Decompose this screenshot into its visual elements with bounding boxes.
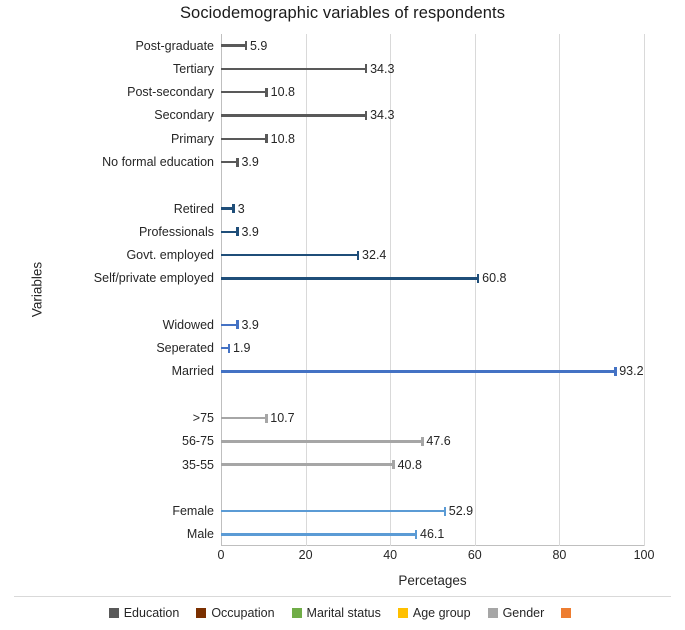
category-label: No formal education xyxy=(102,155,214,169)
category-label: 35-55 xyxy=(182,457,214,472)
legend-item[interactable] xyxy=(398,606,471,620)
x-axis-tick-label: 100 xyxy=(633,548,655,562)
category-label: Secondary xyxy=(154,108,214,123)
x-axis-tick-label: 60 xyxy=(467,548,482,562)
bar-value-label: 3.9 xyxy=(241,155,259,169)
y-axis-title: Variables xyxy=(29,261,45,318)
bar-value-label: 10.8 xyxy=(270,131,296,146)
category-label: Self/private employed xyxy=(93,271,214,286)
x-axis-title: Percetages xyxy=(398,573,467,588)
bar xyxy=(221,324,237,327)
bar-end-cap xyxy=(357,251,360,260)
bar-end-cap xyxy=(392,460,395,469)
legend-item[interactable] xyxy=(196,606,274,620)
bar-value-label: 93.2 xyxy=(619,364,644,379)
bar xyxy=(221,114,366,117)
bar-end-cap xyxy=(245,41,248,50)
bar xyxy=(221,417,266,420)
bar xyxy=(221,533,416,536)
bar xyxy=(221,161,237,164)
gridline xyxy=(559,34,560,546)
legend-label: Occupation xyxy=(211,606,275,620)
legend-item[interactable] xyxy=(488,606,545,620)
x-axis-tick-label: 40 xyxy=(383,548,398,562)
legend-swatch xyxy=(292,608,302,618)
legend-item[interactable] xyxy=(292,606,381,620)
x-axis-tick-label: 20 xyxy=(298,548,313,562)
bar-value-label: 40.8 xyxy=(397,457,422,472)
bar xyxy=(221,510,445,513)
bar-end-cap xyxy=(236,158,239,167)
bar-end-cap xyxy=(228,344,231,353)
legend-swatch xyxy=(109,608,119,618)
category-label: Post-graduate xyxy=(135,38,214,53)
bar xyxy=(221,231,237,234)
chart-legend xyxy=(0,606,685,620)
legend-item[interactable] xyxy=(109,606,180,620)
bar-end-cap xyxy=(365,64,368,73)
category-label: Male xyxy=(186,527,214,542)
legend-swatch xyxy=(398,608,408,618)
bar-end-cap xyxy=(477,274,480,283)
category-label: Retired xyxy=(173,201,214,216)
bar xyxy=(221,370,615,373)
bar-value-label: 3.9 xyxy=(241,317,259,332)
bar-end-cap xyxy=(236,320,239,329)
gridline xyxy=(306,34,307,546)
y-axis-category-labels xyxy=(0,34,214,546)
legend-swatch xyxy=(561,608,571,618)
category-label: Primary xyxy=(170,131,214,146)
category-label: Tertiary xyxy=(173,61,214,76)
category-label: Post-secondary xyxy=(127,85,214,100)
bar-value-label: 5.9 xyxy=(249,38,268,53)
bar-end-cap xyxy=(236,227,239,236)
bar-value-label: 32.4 xyxy=(362,248,387,263)
plot-area xyxy=(221,34,644,546)
x-axis-tick-labels xyxy=(217,548,655,566)
bar-end-cap xyxy=(614,367,617,376)
category-label: Female xyxy=(172,504,214,519)
bar-value-label: 3.9 xyxy=(241,224,259,239)
bar-end-cap xyxy=(265,414,268,423)
bar-end-cap xyxy=(421,437,424,446)
bar-end-cap xyxy=(232,204,235,213)
bar xyxy=(221,138,267,141)
category-label: Seperated xyxy=(156,341,214,356)
x-axis-tick-label: 0 xyxy=(217,548,225,562)
bar-end-cap xyxy=(365,111,368,120)
bar-value-label: 34.3 xyxy=(370,108,395,123)
legend-label: Education xyxy=(123,606,180,620)
bar-value-label: 34.3 xyxy=(370,61,395,76)
bar-value-label: 10.7 xyxy=(270,411,295,425)
legend-item[interactable] xyxy=(561,608,576,618)
chart-title: Sociodemographic variables of respondents xyxy=(179,4,506,22)
bar-value-label: 1.9 xyxy=(233,341,251,356)
bar xyxy=(221,440,422,443)
bar-value-label: 3 xyxy=(237,201,245,216)
bar-value-label: 47.6 xyxy=(426,434,451,449)
category-label: >75 xyxy=(192,411,214,425)
category-label: Govt. employed xyxy=(126,248,214,263)
x-axis-tick-label: 80 xyxy=(552,548,567,562)
bar xyxy=(221,277,478,280)
bar xyxy=(221,463,394,466)
bar-end-cap xyxy=(415,530,418,539)
legend-divider xyxy=(14,596,671,597)
bar xyxy=(221,44,246,47)
legend-label: Gender xyxy=(502,606,545,620)
bar xyxy=(221,254,358,257)
legend-label: Marital status xyxy=(306,606,381,620)
bar-value-label: 10.8 xyxy=(270,85,296,100)
category-label: Professionals xyxy=(138,224,214,239)
y-axis-line xyxy=(221,34,222,546)
bar-value-label: 52.9 xyxy=(448,504,474,519)
bar xyxy=(221,91,267,94)
legend-label: Age group xyxy=(412,606,471,620)
category-label: Married xyxy=(171,364,214,379)
bar xyxy=(221,68,366,71)
bar-end-cap xyxy=(265,134,268,143)
legend-swatch xyxy=(488,608,498,618)
legend-swatch xyxy=(196,608,206,618)
bar-value-label: 46.1 xyxy=(420,527,445,542)
category-label: 56-75 xyxy=(182,434,214,449)
category-label: Widowed xyxy=(162,317,214,332)
gridline xyxy=(644,34,645,546)
bar-value-label: 60.8 xyxy=(482,271,507,286)
gridline xyxy=(475,34,476,546)
bar-end-cap xyxy=(265,88,268,97)
x-axis-line xyxy=(221,545,644,546)
bar-end-cap xyxy=(444,507,447,516)
